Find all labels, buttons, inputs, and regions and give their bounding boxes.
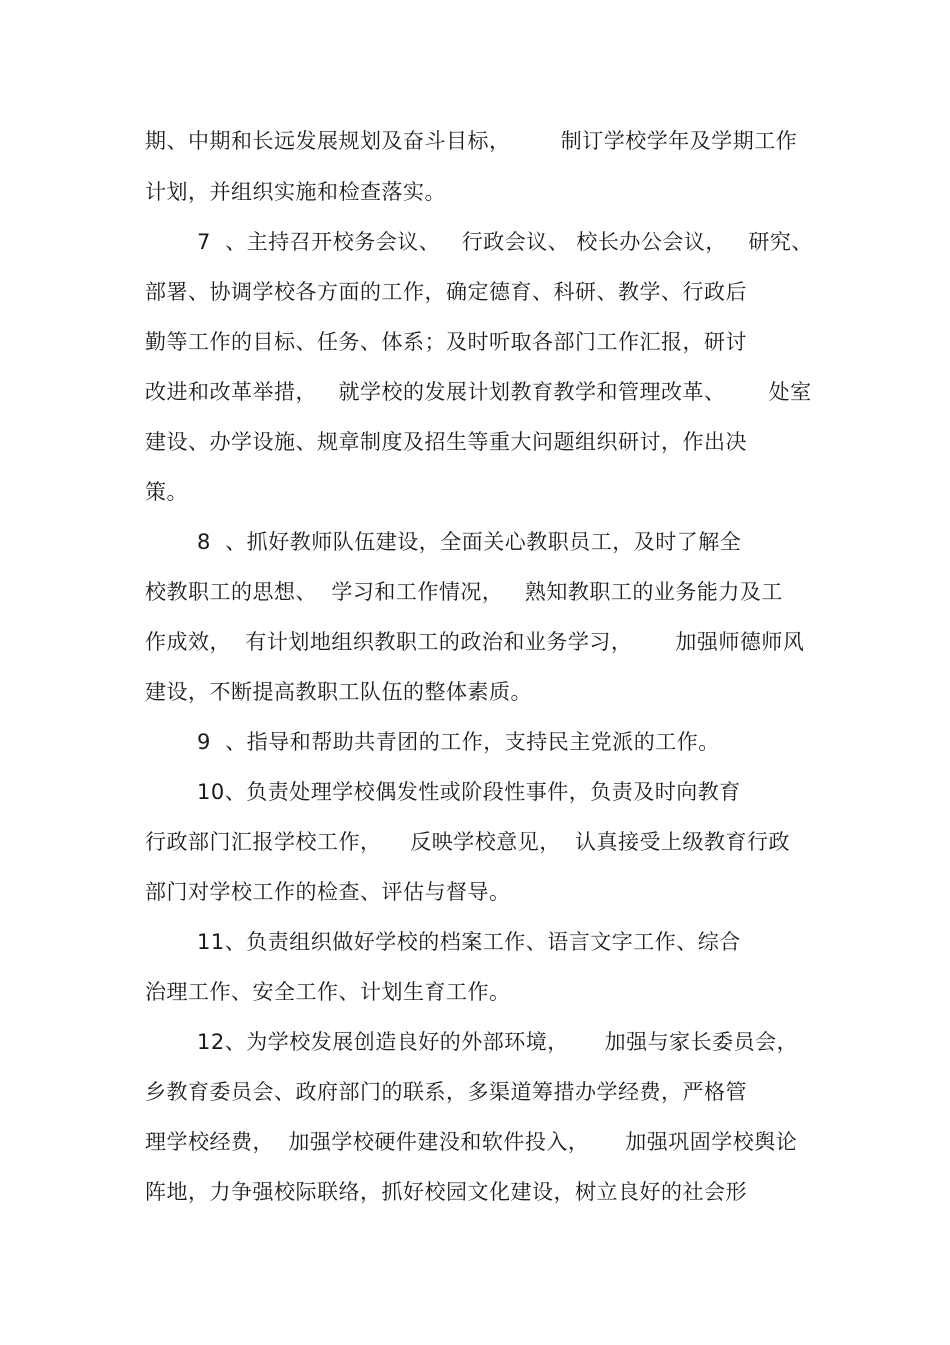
text-line: 建设、办学设施、规章制度及招生等重大问题组织研讨，作出决 (145, 430, 747, 454)
text-line: 勤等工作的目标、任务、体系；及时听取各部门工作汇报，研讨 (145, 330, 747, 354)
text-line: 部门对学校工作的检查、评估与督导。 (145, 880, 511, 904)
text-line: 改进和改革举措， 就学校的发展计划教育教学和管理改革、 处室 (145, 380, 812, 404)
text-line: 计划，并组织实施和检查落实。 (145, 180, 446, 204)
paragraph-12-start: 12、为学校发展创造良好的外部环境， 加强与家长委员会， (197, 1030, 799, 1054)
paragraph-9-start: 9 、指导和帮助共青团的工作，支持民主党派的工作。 (197, 730, 720, 754)
text-line: 治理工作、安全工作、计划生育工作。 (145, 980, 511, 1004)
text-line: 理学校经费， 加强学校硬件建没和软件投入， 加强巩固学校舆论 (145, 1130, 798, 1154)
text-line: 行政部门汇报学校工作， 反映学校意见， 认真接受上级教育行政 (145, 830, 791, 854)
paragraph-8-start: 8 、抓好教师队伍建设，全面关心教职员工，及时了解全 (197, 530, 742, 554)
text-line: 策。 (145, 480, 188, 504)
text-line: 阵地，力争强校际联络，抓好校园文化建设，树立良好的社会形 (145, 1180, 747, 1204)
text-line: 作成效， 有计划地组织教职工的政治和业务学习， 加强师德师风 (145, 630, 805, 654)
text-line: 部署、协调学校各方面的工作，确定德育、科研、教学、行政后 (145, 280, 747, 304)
text-line: 校教职工的思想、 学习和工作情况， 熟知教职工的业务能力及工 (145, 580, 783, 604)
paragraph-7-start: 7 、主持召开校务会议、 行政会议、 校长办公会议， 研究、 (197, 230, 813, 254)
paragraph-11-start: 11、负责组织做好学校的档案工作、语言文字工作、综合 (197, 930, 741, 954)
paragraph-10-start: 10、负责处理学校偶发性或阶段性事件，负责及时向教育 (197, 780, 741, 804)
text-line: 期、中期和长远发展规划及奋斗目标， 制订学校学年及学期工作 (145, 129, 798, 153)
text-line: 建设，不断提高教职工队伍的整体素质。 (145, 680, 532, 704)
text-line: 乡教育委员会、政府部门的联系，多渠道筹措办学经费，严格管 (145, 1080, 747, 1104)
